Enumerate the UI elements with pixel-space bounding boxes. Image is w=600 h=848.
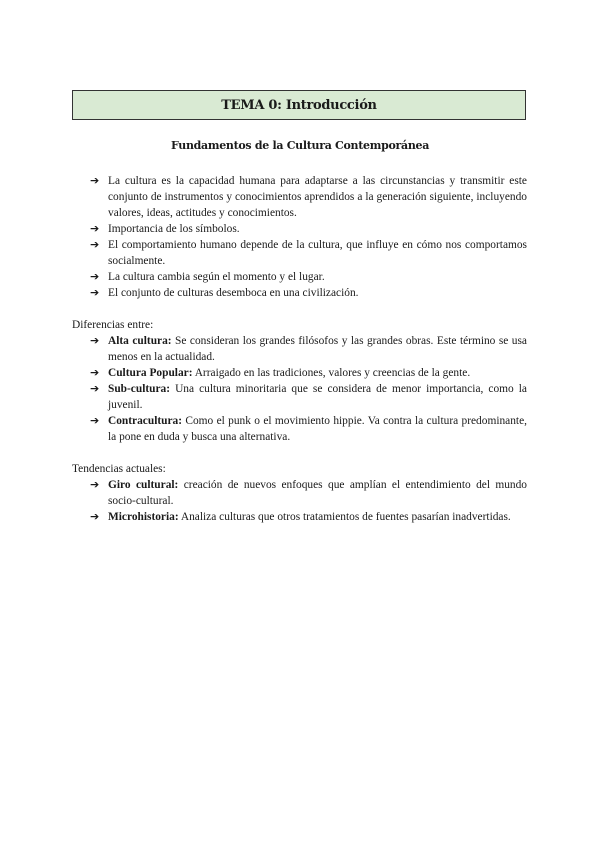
document-body	[72, 173, 527, 525]
title-box	[72, 90, 526, 120]
term: Microhistoria:	[108, 511, 179, 523]
differences-label: Diferencias entre:	[72, 319, 154, 331]
arrow-icon: ➔	[90, 366, 100, 379]
term: Sub-cultura:	[108, 383, 171, 395]
list-item: ➔ Importancia de los símbolos.	[90, 222, 240, 235]
arrow-icon: ➔	[90, 414, 100, 427]
intro-list	[72, 173, 527, 301]
trends-label: Tendencias actuales:	[72, 463, 166, 475]
list-item: ➔ Giro cultural: creación de nuevos enfoques que amplían el entendimiento del mundo socio-cultural.	[90, 478, 528, 507]
list-item: ➔ Microhistoria: Analiza culturas que otros tratamientos de fuentes pasarían inadvertidas.	[90, 510, 511, 523]
term: Cultura Popular:	[108, 367, 193, 379]
list-item: ➔ El conjunto de culturas desemboca en una civilización.	[90, 286, 359, 299]
list-item: ➔ Contracultura: Como el punk o el movimiento hippie. Va contra la cultura predominante, la pone en duda y busca una alternativa.	[90, 414, 527, 443]
arrow-icon: ➔	[90, 222, 100, 235]
list-item: ➔ La cultura es la capacidad humana para adaptarse a las circunstancias y transmitir este conjunto de instrumentos y conocimientos aprendidos a la generación siguiente, incluyendo valores, ideas, actitudes y conocimientos.	[90, 174, 527, 219]
differences-list	[72, 333, 527, 445]
term: Giro cultural:	[108, 479, 179, 491]
list-item: ➔ El comportamiento humano depende de la cultura, que influye en cómo nos comportamos socialmente.	[90, 238, 527, 267]
term: Contracultura:	[108, 415, 183, 427]
section-subtitle: Fundamentos de la Cultura Contemporánea	[170, 139, 430, 152]
arrow-icon: ➔	[90, 270, 100, 283]
arrow-icon: ➔	[90, 510, 100, 523]
page-title: TEMA 0: Introducción	[221, 97, 377, 113]
list-item: ➔ Sub-cultura: Una cultura minoritaria que se considera de menor importancia, como la juvenil.	[90, 382, 527, 411]
arrow-icon: ➔	[90, 382, 100, 395]
arrow-icon: ➔	[90, 286, 100, 299]
arrow-icon: ➔	[90, 334, 100, 347]
arrow-icon: ➔	[90, 478, 100, 491]
arrow-icon: ➔	[90, 174, 100, 187]
trends-list	[72, 477, 527, 525]
list-item: ➔ La cultura cambia según el momento y el lugar.	[90, 270, 325, 283]
list-item: ➔ Alta cultura: Se consideran los grandes filósofos y las grandes obras. Este término se usa menos en la actualidad.	[90, 334, 527, 363]
list-item: ➔ Cultura Popular: Arraigado en las tradiciones, valores y creencias de la gente.	[90, 366, 471, 379]
term: Alta cultura:	[108, 335, 172, 347]
arrow-icon: ➔	[90, 238, 100, 251]
